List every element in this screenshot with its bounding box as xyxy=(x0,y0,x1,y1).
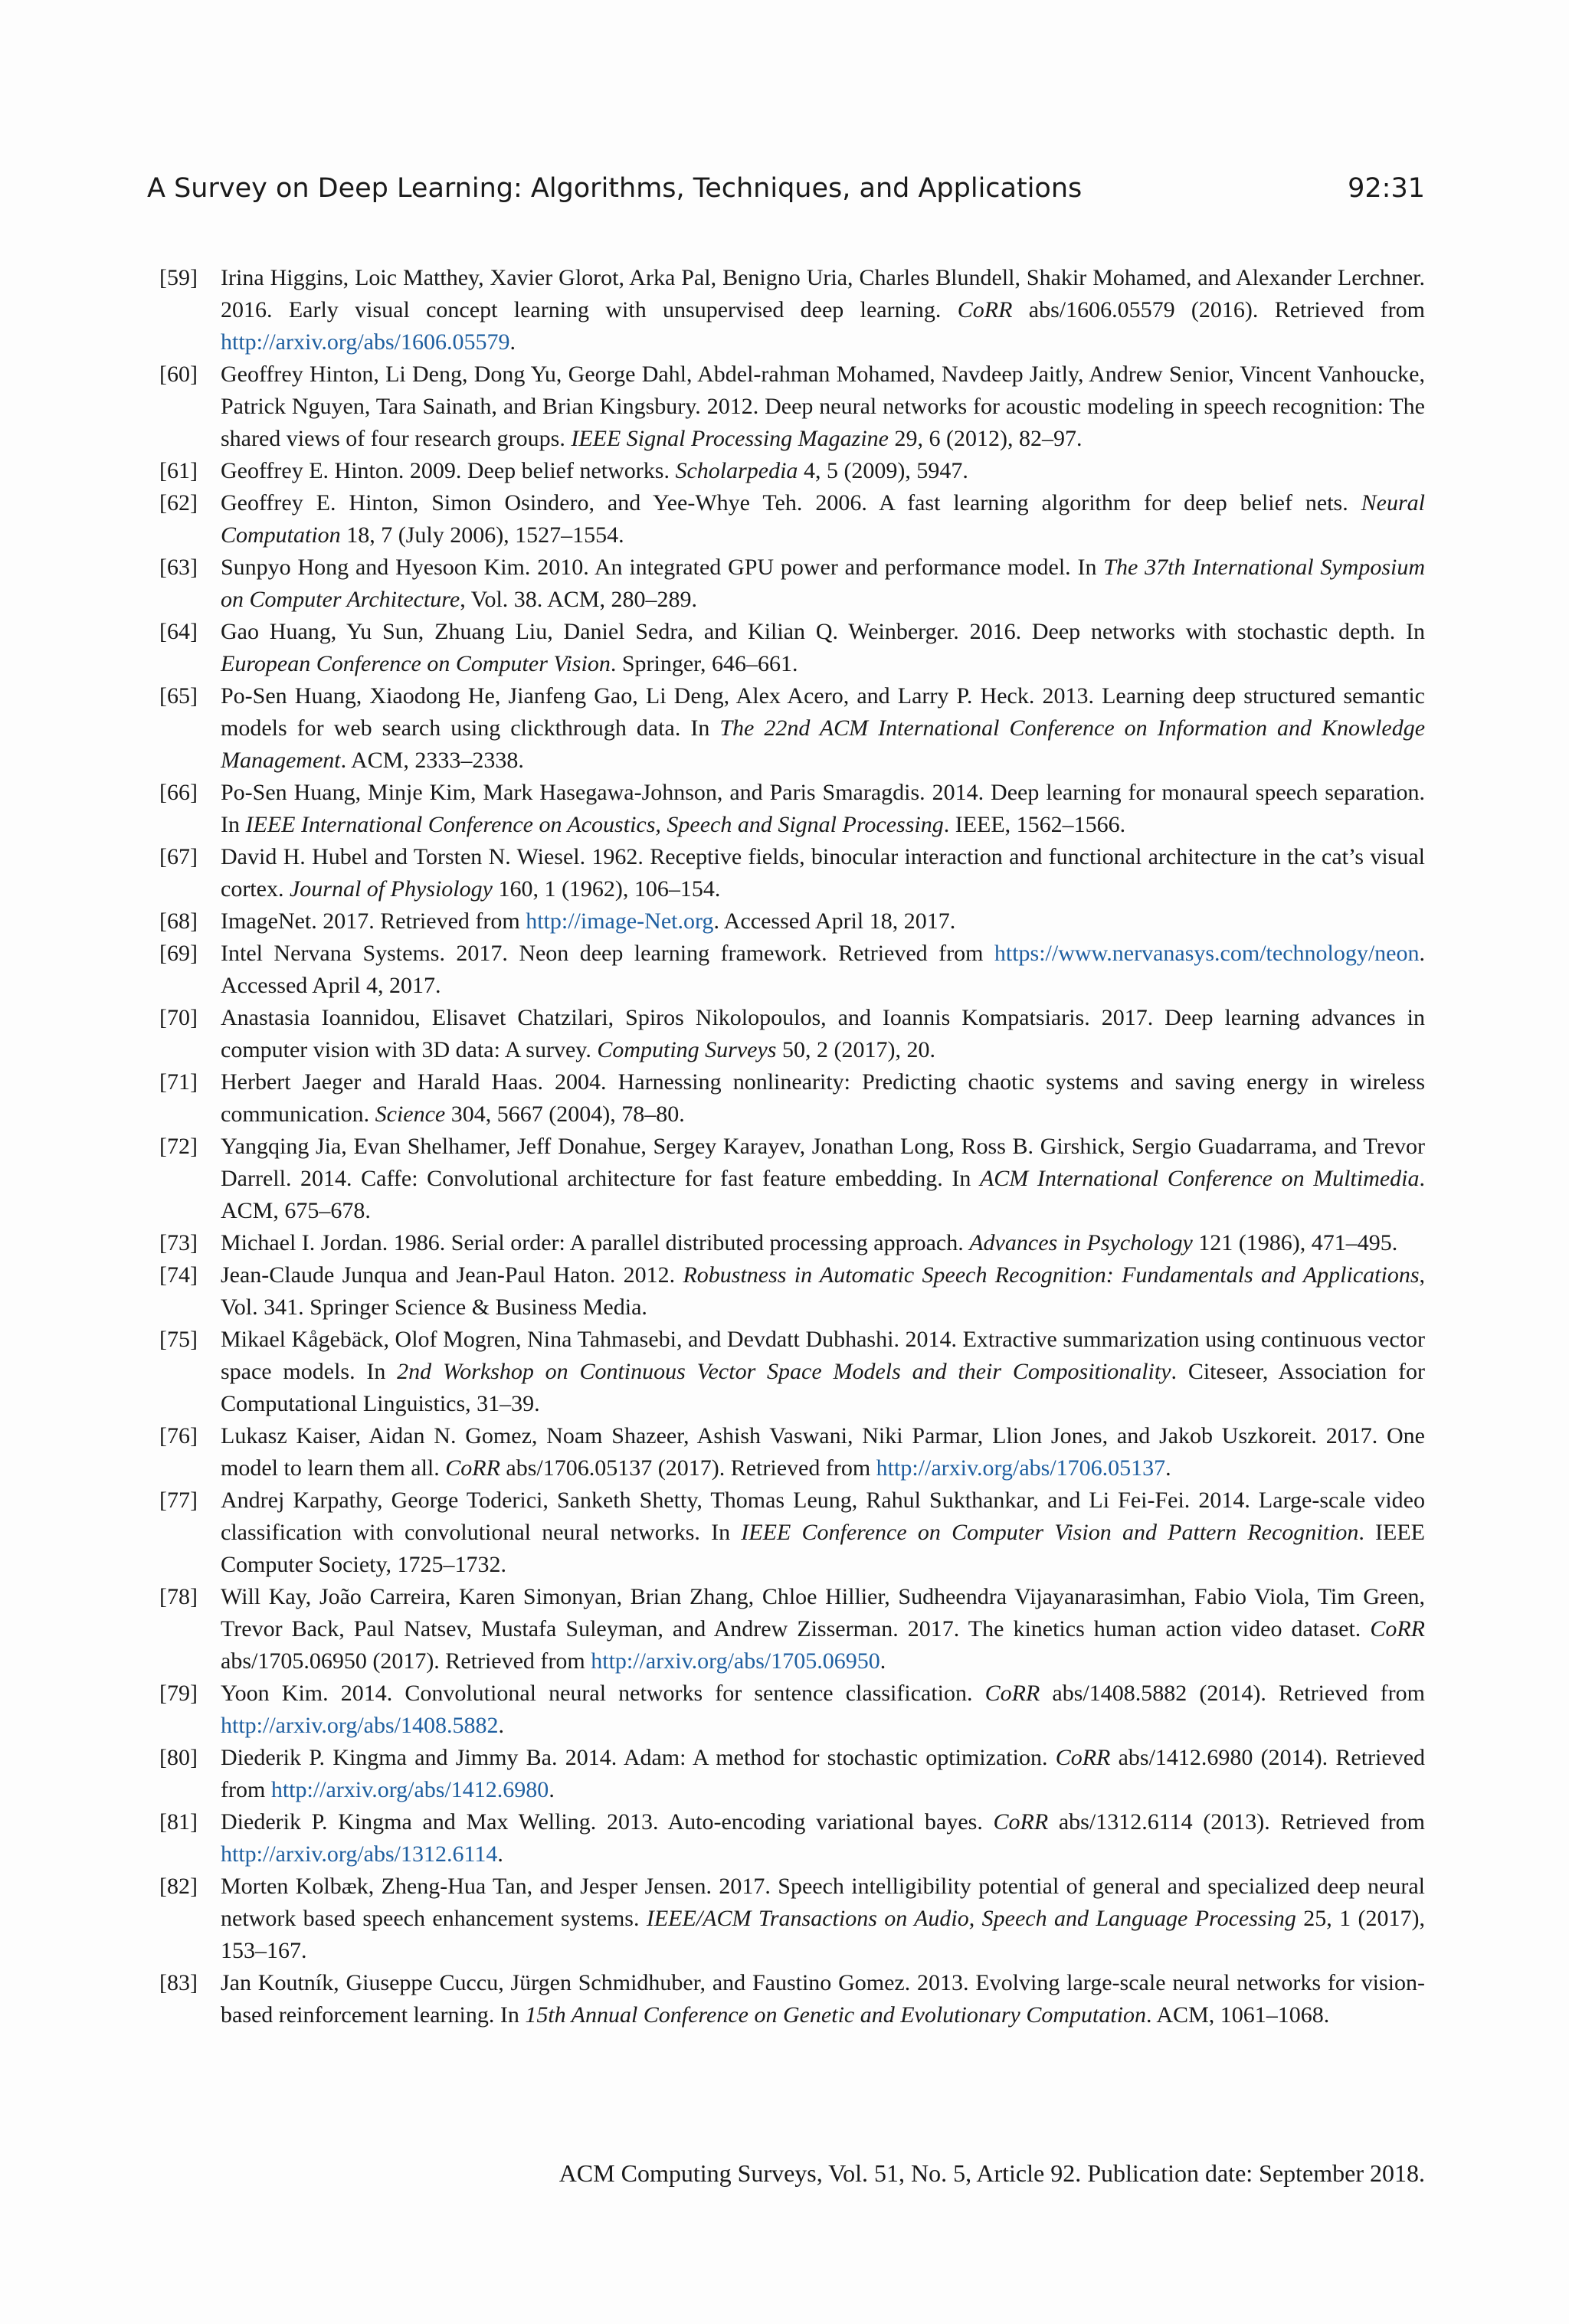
reference-segment: Will Kay, João Carreira, Karen Simonyan, Brian Zhang, Chloe Hillier, Sudheendra Vijayanarasimhan, Fabio Viola, Tim Green, Trevor Back, Paul Natsev, Mustafa Suleyman, and Andrew Zisserman. 2017. The kinetics human action video dataset. xyxy=(221,1584,1425,1642)
reference-venue: European Conference on Computer Vision xyxy=(221,651,611,676)
reference-segment: . xyxy=(498,1713,504,1738)
reference-number: [80] xyxy=(159,1745,198,1770)
reference-item xyxy=(159,1420,1425,1484)
reference-segment: abs/1705.06950 (2017). Retrieved from xyxy=(221,1648,591,1674)
reference-link[interactable]: http://arxiv.org/abs/1606.05579 xyxy=(221,329,510,355)
reference-text xyxy=(221,362,1425,451)
reference-segment: 29, 6 (2012), 82–97. xyxy=(889,426,1083,451)
reference-segment: ImageNet. 2017. Retrieved from xyxy=(221,908,526,934)
reference-venue: The 37th International Symposium on Computer Architecture xyxy=(221,555,1426,612)
reference-text xyxy=(221,1488,1425,1577)
reference-segment: abs/1412.6980 (2014). Retrieved from xyxy=(221,1745,1426,1802)
reference-item xyxy=(159,455,1425,487)
reference-segment: Michael I. Jordan. 1986. Serial order: A parallel distributed processing approach. xyxy=(221,1230,970,1255)
reference-number: [62] xyxy=(159,490,198,516)
reference-segment: Diederik P. Kingma and Max Welling. 2013. Auto-encoding variational bayes. xyxy=(221,1809,994,1835)
reference-segment: Gao Huang, Yu Sun, Zhuang Liu, Daniel Sedra, and Kilian Q. Weinberger. 2016. Deep networks with stochastic depth. In xyxy=(221,619,1425,644)
reference-segment: Po-Sen Huang, Minje Kim, Mark Hasegawa-Johnson, and Paris Smaragdis. 2014. Deep learning for monaural speech separation. In xyxy=(221,780,1425,837)
reference-venue: Scholarpedia xyxy=(675,458,798,483)
running-title: A Survey on Deep Learning: Algorithms, Techniques, and Applications xyxy=(147,173,1083,204)
reference-segment: . Citeseer, Association for Computational Linguistics, 31–39. xyxy=(221,1359,1425,1416)
reference-segment: . xyxy=(497,1841,503,1867)
reference-text xyxy=(221,1134,1425,1223)
reference-item xyxy=(159,358,1425,455)
reference-segment: Mikael Kågebäck, Olof Mogren, Nina Tahmasebi, and Devdatt Dubhashi. 2014. Extractive summarization using continuous vector space models. In xyxy=(221,1327,1425,1384)
reference-number: [63] xyxy=(159,555,198,580)
reference-text xyxy=(221,265,1425,355)
reference-item xyxy=(159,1581,1425,1678)
reference-segment: Geoffrey E. Hinton. 2009. Deep belief networks. xyxy=(221,458,676,483)
reference-text xyxy=(221,1874,1425,1963)
reference-text xyxy=(221,941,1425,998)
reference-number: [81] xyxy=(159,1809,198,1835)
reference-number: [64] xyxy=(159,619,198,644)
reference-segment: . xyxy=(879,1648,886,1674)
reference-segment: . ACM, 1061–1068. xyxy=(1146,2002,1330,2028)
reference-number: [78] xyxy=(159,1584,198,1609)
page-number: 92:31 xyxy=(1348,173,1425,204)
reference-segment: Geoffrey Hinton, Li Deng, Dong Yu, George Dahl, Abdel-rahman Mohamed, Navdeep Jaitly, Andrew Senior, Vincent Vanhoucke, Patrick Nguyen, Tara Sainath, and Brian Kingsbury. 2012. Deep neural networks for acoustic modeling in speech recognition: The shared views of four research groups. xyxy=(221,362,1425,451)
reference-number: [65] xyxy=(159,683,198,709)
reference-number: [61] xyxy=(159,458,198,483)
reference-venue: CoRR xyxy=(957,297,1013,322)
reference-segment: Morten Kolbæk, Zheng-Hua Tan, and Jesper Jensen. 2017. Speech intelligibility potential of general and specialized deep neural network based speech enhancement systems. xyxy=(221,1874,1425,1931)
reference-segment: . xyxy=(509,329,516,355)
reference-segment: Herbert Jaeger and Harald Haas. 2004. Harnessing nonlinearity: Predicting chaotic systems and saving energy in wireless communication. xyxy=(221,1069,1425,1127)
reference-text xyxy=(221,1423,1425,1481)
reference-link[interactable]: http://arxiv.org/abs/1412.6980 xyxy=(270,1777,549,1802)
reference-venue: Computing Surveys xyxy=(597,1037,777,1062)
footer: ACM Computing Surveys, Vol. 51, No. 5, Article 92. Publication date: September 2018. xyxy=(558,2159,1425,2187)
reference-list xyxy=(159,262,1425,2031)
reference-item xyxy=(159,487,1425,552)
reference-number: [70] xyxy=(159,1005,198,1030)
reference-item xyxy=(159,552,1425,616)
reference-segment: . Accessed April 4, 2017. xyxy=(221,941,1425,998)
reference-item xyxy=(159,1066,1425,1131)
reference-item xyxy=(159,1131,1425,1227)
reference-item xyxy=(159,1259,1425,1324)
reference-venue: CoRR xyxy=(993,1809,1049,1835)
reference-segment: 25, 1 (2017), 153–167. xyxy=(221,1906,1426,1963)
reference-segment: abs/1606.05579 (2016). Retrieved from xyxy=(1012,297,1425,322)
reference-number: [79] xyxy=(159,1681,198,1706)
reference-number: [59] xyxy=(159,265,198,290)
reference-number: [69] xyxy=(159,941,198,966)
reference-link[interactable]: http://arxiv.org/abs/1312.6114 xyxy=(221,1841,498,1867)
reference-segment: , Vol. 38. ACM, 280–289. xyxy=(460,587,697,612)
reference-text xyxy=(221,1809,1425,1867)
reference-segment: Lukasz Kaiser, Aidan N. Gomez, Noam Shazeer, Ashish Vaswani, Niki Parmar, Llion Jones, and Jakob Uszkoreit. 2017. One model to learn them all. xyxy=(221,1423,1425,1481)
running-header xyxy=(147,173,1425,204)
reference-segment: . xyxy=(549,1777,555,1802)
reference-venue: IEEE Conference on Computer Vision and Pattern Recognition xyxy=(741,1520,1359,1545)
reference-segment: abs/1706.05137 (2017). Retrieved from xyxy=(500,1455,876,1481)
reference-text xyxy=(221,1681,1425,1738)
reference-link[interactable]: https://www.nervanasys.com/technology/neon xyxy=(994,941,1420,966)
reference-venue: CoRR xyxy=(984,1681,1040,1706)
reference-number: [67] xyxy=(159,844,198,869)
reference-venue: ACM International Conference on Multimedia xyxy=(979,1166,1420,1191)
reference-segment: abs/1312.6114 (2013). Retrieved from xyxy=(1048,1809,1425,1835)
reference-text xyxy=(221,555,1425,612)
reference-number: [77] xyxy=(159,1488,198,1513)
reference-venue: Advances in Psychology xyxy=(969,1230,1193,1255)
reference-text xyxy=(221,1745,1425,1802)
reference-text xyxy=(221,1584,1425,1674)
reference-number: [73] xyxy=(159,1230,198,1255)
reference-segment: . Springer, 646–661. xyxy=(610,651,798,676)
reference-segment: Anastasia Ioannidou, Elisavet Chatzilari, Spiros Nikolopoulos, and Ioannis Kompatsiaris. 2017. Deep learning advances in computer vision with 3D data: A survey. xyxy=(221,1005,1425,1062)
reference-segment: Po-Sen Huang, Xiaodong He, Jianfeng Gao, Li Deng, Alex Acero, and Larry P. Heck. 2013. Learning deep structured semantic models for web search using clickthrough data. In xyxy=(221,683,1425,741)
reference-text xyxy=(221,1005,1425,1062)
reference-segment: 160, 1 (1962), 106–154. xyxy=(492,876,721,902)
reference-venue: Journal of Physiology xyxy=(289,876,493,902)
reference-link[interactable]: http://image-Net.org xyxy=(526,908,714,934)
reference-segment: Irina Higgins, Loic Matthey, Xavier Glorot, Arka Pal, Benigno Uria, Charles Blundell, Shakir Mohamed, and Alexander Lerchner. 2016. Early visual concept learning with unsupervised deep learning. xyxy=(221,265,1425,322)
reference-venue: The 22nd ACM International Conference on Information and Knowledge Management xyxy=(221,715,1426,773)
reference-venue: IEEE International Conference on Acoustics, Speech and Signal Processing xyxy=(245,812,944,837)
reference-segment: Intel Nervana Systems. 2017. Neon deep learning framework. Retrieved from xyxy=(221,941,994,966)
reference-link[interactable]: http://arxiv.org/abs/1706.05137 xyxy=(876,1455,1166,1481)
reference-number: [71] xyxy=(159,1069,198,1095)
reference-segment: 4, 5 (2009), 5947. xyxy=(798,458,968,483)
reference-venue: Neural Computation xyxy=(221,490,1425,548)
reference-venue: 15th Annual Conference on Genetic and Evolutionary Computation xyxy=(525,2002,1147,2028)
reference-text xyxy=(221,1327,1425,1416)
reference-link[interactable]: http://arxiv.org/abs/1705.06950 xyxy=(591,1648,880,1674)
reference-text xyxy=(221,780,1425,837)
reference-text xyxy=(221,490,1425,548)
reference-item xyxy=(159,1227,1425,1259)
reference-venue: CoRR xyxy=(1370,1616,1425,1642)
reference-link[interactable]: http://arxiv.org/abs/1408.5882 xyxy=(221,1713,499,1738)
reference-number: [82] xyxy=(159,1874,198,1899)
reference-venue: IEEE Signal Processing Magazine xyxy=(571,426,889,451)
reference-segment: Sunpyo Hong and Hyesoon Kim. 2010. An integrated GPU power and performance model. In xyxy=(221,555,1104,580)
reference-venue: CoRR xyxy=(1055,1745,1111,1770)
reference-venue: CoRR xyxy=(445,1455,500,1481)
reference-text xyxy=(221,1262,1425,1320)
reference-number: [66] xyxy=(159,780,198,805)
reference-segment: 18, 7 (July 2006), 1527–1554. xyxy=(340,522,624,548)
reference-item xyxy=(159,1484,1425,1581)
reference-segment: . ACM, 675–678. xyxy=(221,1166,1426,1223)
reference-number: [74] xyxy=(159,1262,198,1288)
reference-segment: . ACM, 2333–2338. xyxy=(340,748,524,773)
reference-number: [68] xyxy=(159,908,198,934)
reference-item xyxy=(159,938,1425,1002)
reference-item xyxy=(159,1806,1425,1871)
reference-venue: Science xyxy=(375,1101,446,1127)
reference-segment: . IEEE Computer Society, 1725–1732. xyxy=(221,1520,1425,1577)
reference-venue: 2nd Workshop on Continuous Vector Space Models and their Compositionality xyxy=(397,1359,1171,1384)
reference-segment: Yoon Kim. 2014. Convolutional neural networks for sentence classification. xyxy=(221,1681,985,1706)
reference-text xyxy=(221,844,1425,902)
reference-number: [72] xyxy=(159,1134,198,1159)
reference-segment: David H. Hubel and Torsten N. Wiesel. 1962. Receptive fields, binocular interaction and functional architecture in the cat’s visual cortex. xyxy=(221,844,1425,902)
reference-item xyxy=(159,1002,1425,1066)
reference-item xyxy=(159,1742,1425,1806)
reference-item xyxy=(159,777,1425,841)
reference-segment: . xyxy=(1165,1455,1171,1481)
reference-segment: abs/1408.5882 (2014). Retrieved from xyxy=(1040,1681,1425,1706)
reference-segment: Jean-Claude Junqua and Jean-Paul Haton. 2012. xyxy=(221,1262,683,1288)
reference-item xyxy=(159,905,1425,938)
reference-text xyxy=(221,619,1425,676)
reference-segment: . IEEE, 1562–1566. xyxy=(943,812,1126,837)
reference-venue: IEEE/ACM Transactions on Audio, Speech and Language Processing xyxy=(646,1906,1296,1931)
reference-item xyxy=(159,680,1425,777)
reference-text xyxy=(221,1230,1397,1255)
reference-segment: Jan Koutník, Giuseppe Cuccu, Jürgen Schmidhuber, and Faustino Gomez. 2013. Evolving large-scale neural networks for vision-based reinforcement learning. In xyxy=(221,1970,1425,2028)
reference-item xyxy=(159,1871,1425,1967)
reference-number: [60] xyxy=(159,362,198,387)
reference-item xyxy=(159,1967,1425,2031)
reference-number: [75] xyxy=(159,1327,198,1352)
reference-item xyxy=(159,616,1425,680)
reference-segment: Diederik P. Kingma and Jimmy Ba. 2014. Adam: A method for stochastic optimization. xyxy=(221,1745,1056,1770)
reference-item xyxy=(159,1678,1425,1742)
reference-item xyxy=(159,262,1425,358)
reference-number: [83] xyxy=(159,1970,198,1995)
reference-text xyxy=(221,908,955,934)
reference-text xyxy=(221,683,1425,773)
reference-text xyxy=(221,1970,1425,2028)
reference-segment: Geoffrey E. Hinton, Simon Osindero, and Yee-Whye Teh. 2006. A fast learning algorithm for deep belief nets. xyxy=(221,490,1361,516)
reference-segment: Yangqing Jia, Evan Shelhamer, Jeff Donahue, Sergey Karayev, Jonathan Long, Ross B. Girshick, Sergio Guadarrama, and Trevor Darrell. 2014. Caffe: Convolutional architecture for fast feature embedding. In xyxy=(221,1134,1425,1191)
reference-item xyxy=(159,1324,1425,1420)
reference-segment: Andrej Karpathy, George Toderici, Sanketh Shetty, Thomas Leung, Rahul Sukthankar, and Li Fei-Fei. 2014. Large-scale video classification with convolutional neural networks. In xyxy=(221,1488,1425,1545)
reference-segment: 304, 5667 (2004), 78–80. xyxy=(445,1101,685,1127)
reference-venue: Robustness in Automatic Speech Recognition: Fundamentals and Applications xyxy=(683,1262,1420,1288)
reference-segment: 50, 2 (2017), 20. xyxy=(776,1037,935,1062)
reference-segment: , Vol. 341. Springer Science & Business Media. xyxy=(221,1262,1425,1320)
reference-segment: 121 (1986), 471–495. xyxy=(1192,1230,1398,1255)
reference-segment: . Accessed April 18, 2017. xyxy=(713,908,956,934)
reference-text xyxy=(221,458,968,483)
reference-text xyxy=(221,1069,1425,1127)
reference-item xyxy=(159,841,1425,905)
reference-number: [76] xyxy=(159,1423,198,1448)
